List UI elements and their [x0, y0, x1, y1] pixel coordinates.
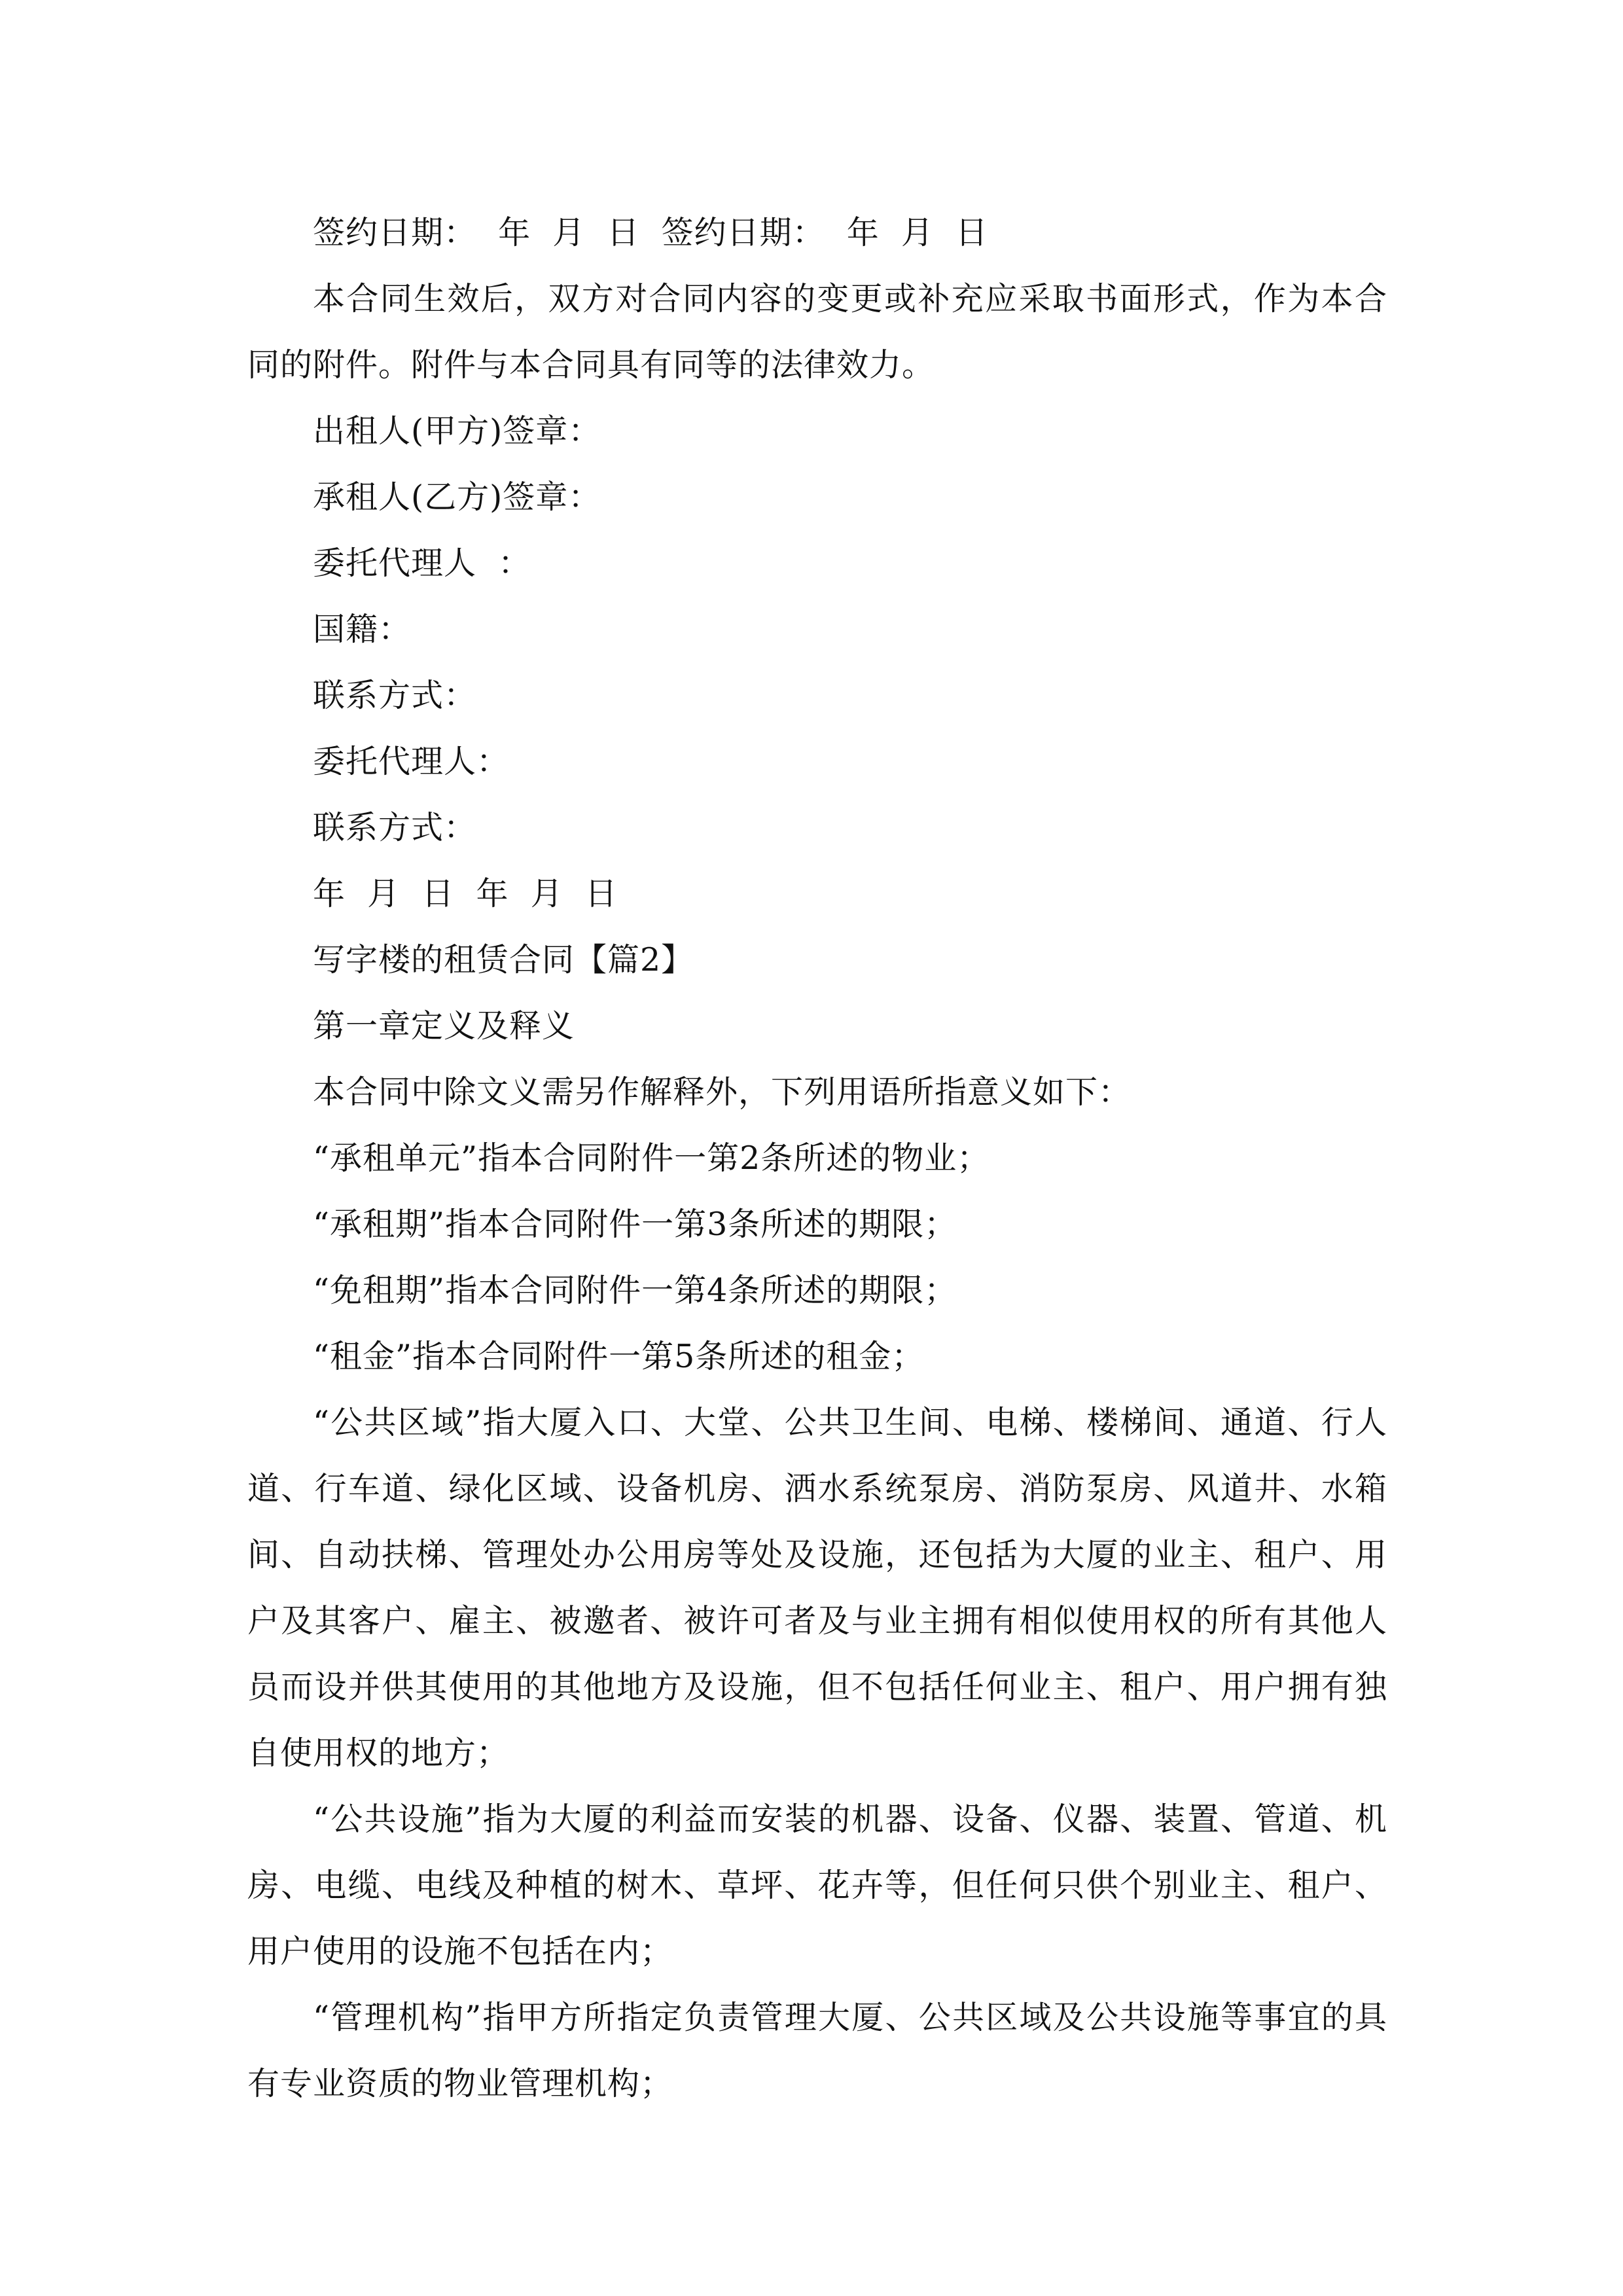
contact-line-2: 联系方式： [313, 809, 477, 846]
definition-lease-term: “承租期”指本合同附件一第3条所述的期限； [313, 1206, 957, 1243]
chapter-heading: 第一章定义及释义 [313, 1007, 575, 1045]
document-body [247, 200, 1387, 2117]
definition-leased-unit: “承租单元”指本合同附件一第2条所述的物业； [313, 1139, 990, 1177]
nationality-line: 国籍： [313, 611, 412, 648]
definition-rent: “租金”指本合同附件一第5条所述的租金； [313, 1338, 925, 1375]
agent-line: 委托代理人 ： [313, 545, 531, 582]
definition-public-facilities: “公共设施”指为大厦的利益而安装的机器、设备、仪器、装置、管道、机房、电缆、电线及种植的树木、草坪、花卉等，但任何只供个别业主、租户、用户使用的设施不包括在内； [247, 1801, 1387, 1970]
lessee-signature-line: 承租人(乙方)签章： [313, 478, 601, 516]
definitions-intro: 本合同中除文义需另作解释外，下列用语所指意义如下： [313, 1073, 1132, 1111]
date-line: 年 月 日 年 月 日 [313, 875, 618, 912]
section-title: 写字楼的租赁合同【篇2】 [313, 941, 694, 978]
definition-public-area: “公共区域”指大厦入口、大堂、公共卫生间、电梯、楼梯间、通道、行人道、行车道、绿化区域、设备机房、洒水系统泵房、消防泵房、风道井、水箱间、自动扶梯、管理处办公用房等处及设施，还包括为大厦的业主、租户、用户及其客户、雇主、被邀者、被许可者及与业主拥有相似使用权的所有其他人员而设并供其使用的其他地方及设施，但不包括任何业主、租户、用户拥有独自使用权的地方； [247, 1404, 1387, 1772]
signing-date-line: 签约日期： 年 月 日 签约日期： 年 月 日 [313, 214, 989, 251]
lessor-signature-line: 出租人(甲方)签章： [313, 412, 601, 450]
contact-line: 联系方式： [313, 677, 477, 714]
definition-management-agency: “管理机构”指甲方所指定负责管理大厦、公共区域及公共设施等事宜的具有专业资质的物业管理机构； [247, 1999, 1387, 2102]
agent-line-2: 委托代理人： [313, 743, 510, 780]
amendment-clause: 本合同生效后，双方对合同内容的变更或补充应采取书面形式，作为本合同的附件。附件与本合同具有同等的法律效力。 [247, 280, 1387, 384]
definition-rent-free-period: “免租期”指本合同附件一第4条所述的期限； [313, 1272, 957, 1309]
